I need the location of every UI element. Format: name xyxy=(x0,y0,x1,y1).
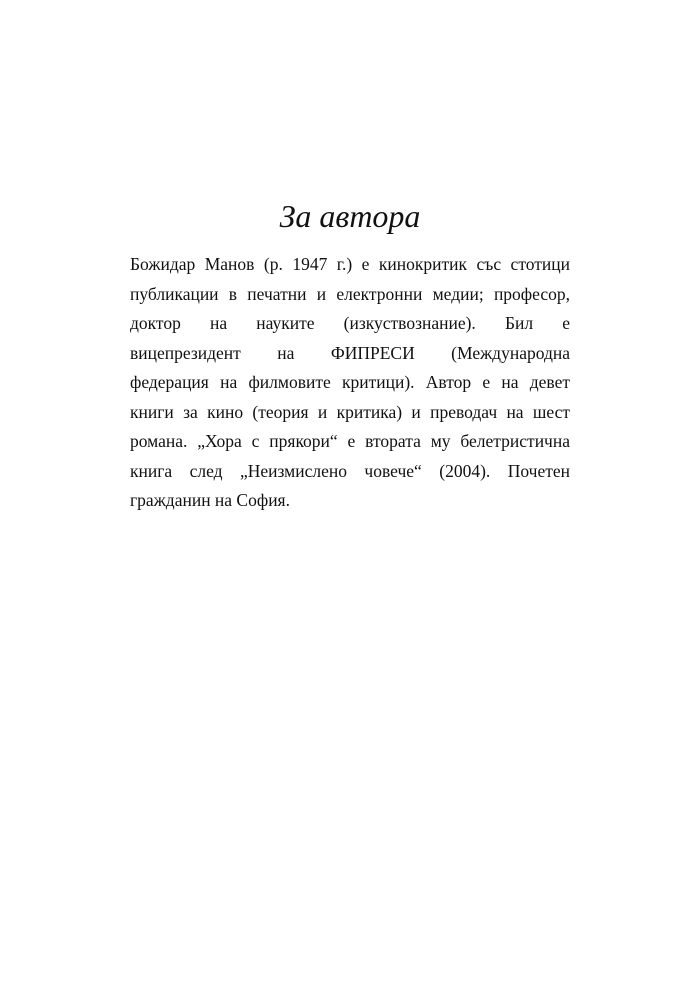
bio-line-6: книги за кино (теория и критика) и преводач на шест xyxy=(130,401,570,422)
bio-line-3: доктор на науките (изкуствознание). Бил е xyxy=(130,313,570,333)
bio-line-4: вицепрезидент на ФИПРЕСИ (Международна xyxy=(130,342,570,363)
bio-line-7: романа. „Хора с прякори“ е втората му белетристична xyxy=(130,431,570,451)
author-bio-paragraph xyxy=(130,250,570,516)
bio-line-9: гражданин на София. xyxy=(130,490,290,510)
bio-line-1: Божидар Манов (р. 1947 г.) е кинокритик със стотици xyxy=(130,254,570,274)
bio-line-5: федерация на филмовите критици). Автор е на девет xyxy=(130,372,570,392)
page-title: За автора xyxy=(279,198,421,234)
bio-line-8: книга след „Неизмислено човече“ (2004). Почетен xyxy=(130,460,570,481)
bio-line-2: публикации в печатни и електронни медии; професор, xyxy=(130,283,570,304)
